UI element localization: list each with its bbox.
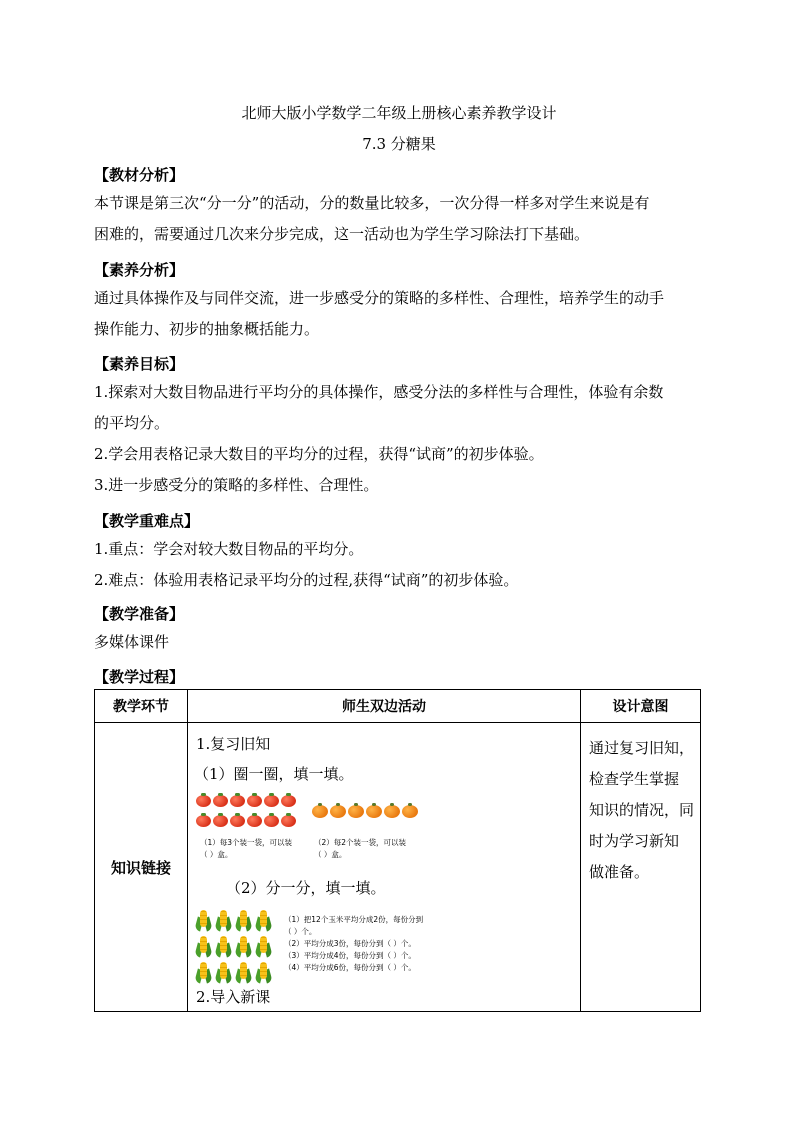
corn-icon [256, 935, 271, 957]
corn-icon [236, 961, 251, 983]
goals-paragraph [94, 377, 704, 501]
tomato-icon [264, 815, 279, 827]
intro-title: 2.导入新课 [196, 988, 271, 1006]
corn-icon [216, 961, 231, 983]
tomato-icon [213, 815, 228, 827]
section-heading-process: 【教学过程】 [94, 668, 185, 686]
section-heading-literacy: 【素养分析】 [94, 261, 185, 279]
process-table [94, 689, 701, 1012]
q2-line: （3）平均分成4份，每份分到（ ）个。 [284, 951, 416, 960]
header-activities: 师生双边活动 [188, 690, 581, 723]
q2-line: （2）平均分成3份，每份分到（ ）个。 [284, 939, 416, 948]
tomato-icon [213, 795, 228, 807]
question-1-label: （1）圈一圈，填一填。 [194, 765, 354, 783]
intent-line: 检查学生掌握 [589, 770, 680, 788]
tomato-icon [230, 795, 245, 807]
intent-line: 知识的情况，同 [589, 801, 695, 819]
corn-icon [256, 961, 271, 983]
goal-line: 的平均分。 [94, 414, 170, 432]
q1a-line: （ ）盒。 [200, 850, 233, 859]
goal-line: 2.学会用表格记录大数目的平均分的过程，获得“试商”的初步体验。 [94, 445, 544, 463]
material-line: 本节课是第三次“分一分”的活动，分的数量比较多，一次分得一样多对学生来说是有 [94, 194, 650, 212]
prep-line: 多媒体课件 [94, 633, 170, 651]
header-intent: 设计意图 [581, 690, 701, 723]
table-row [95, 723, 701, 1012]
corn-icon [256, 909, 271, 931]
question-1b-text [314, 837, 406, 861]
goal-line: 1.探索对大数目物品进行平均分的具体操作，感受分法的多样性与合理性，体验有余数 [94, 383, 664, 401]
orange-icon [366, 805, 382, 818]
intent-line: 做准备。 [589, 863, 650, 881]
q2-line: （4）平均分成6份，每份分到（ ）个。 [284, 963, 416, 972]
header-stage: 教学环节 [95, 690, 188, 723]
keypoint-line: 2.难点：体验用表格记录平均分的过程,获得“试商”的初步体验。 [94, 571, 519, 589]
keypoint-line: 1.重点：学会对较大数目物品的平均分。 [94, 540, 364, 558]
activities-content [188, 723, 580, 1011]
orange-icon [348, 805, 364, 818]
orange-icon [330, 805, 346, 818]
q1b-line: （2）每2个装一袋，可以装 [314, 838, 407, 847]
section-heading-goals: 【素养目标】 [94, 355, 185, 373]
intent-line: 时为学习新知 [589, 832, 680, 850]
section-heading-prep: 【教学准备】 [94, 605, 185, 623]
orange-icon [312, 805, 328, 818]
tomato-icon [196, 795, 211, 807]
orange-icon [402, 805, 418, 818]
material-line: 困难的，需要通过几次来分步完成，这一活动也为学生学习除法打下基础。 [94, 225, 590, 243]
section-heading-keypoints: 【教学重难点】 [94, 512, 200, 530]
corn-icon [236, 935, 251, 957]
q2-line: （1）把12个玉米平均分成2份，每份分到 [284, 915, 424, 924]
q2-line: （ ）个。 [284, 927, 317, 936]
tomato-icon [247, 795, 262, 807]
corn-icon [196, 961, 211, 983]
tomato-icon [264, 795, 279, 807]
table-header-row [95, 690, 701, 723]
corn-icon [236, 909, 251, 931]
corn-group-row-2 [196, 935, 271, 957]
tomato-icon [281, 795, 296, 807]
tomato-icon [281, 815, 296, 827]
corn-icon [216, 935, 231, 957]
keypoints-paragraph [94, 534, 704, 596]
question-2-label: （2）分一分，填一填。 [226, 879, 386, 897]
document-title: 北师大版小学数学二年级上册核心素养教学设计 [241, 104, 557, 122]
question-2-text [284, 914, 423, 974]
tomato-icon [230, 815, 245, 827]
q1b-line: （ ）盒。 [314, 850, 347, 859]
literacy-line: 操作能力、初步的抽象概括能力。 [94, 320, 320, 338]
prep-paragraph [94, 627, 704, 658]
intent-cell [581, 723, 701, 1012]
activities-cell [188, 723, 581, 1012]
intent-line: 通过复习旧知， [589, 739, 695, 757]
corn-icon [196, 909, 211, 931]
corn-icon [216, 909, 231, 931]
corn-icon [196, 935, 211, 957]
section-heading-material: 【教材分析】 [94, 166, 185, 184]
question-1a-text [200, 837, 292, 861]
material-paragraph [94, 188, 704, 250]
review-title: 1.复习旧知 [196, 735, 271, 753]
tomato-icon [247, 815, 262, 827]
corn-group-row-1 [196, 909, 271, 931]
corn-group-row-3 [196, 961, 271, 983]
tomato-icon [196, 815, 211, 827]
orange-group [312, 805, 418, 818]
literacy-paragraph [94, 283, 704, 345]
lesson-title: 7.3 分糖果 [362, 135, 436, 153]
q1a-line: （1）每3个装一袋，可以装 [200, 838, 293, 847]
tomato-group-row-1 [196, 795, 296, 807]
stage-cell: 知识链接 [95, 723, 188, 1012]
orange-icon [384, 805, 400, 818]
goal-line: 3.进一步感受分的策略的多样性、合理性。 [94, 476, 379, 494]
literacy-line: 通过具体操作及与同伴交流，进一步感受分的策略的多样性、合理性，培养学生的动手 [94, 289, 665, 307]
tomato-group-row-2 [196, 815, 296, 827]
